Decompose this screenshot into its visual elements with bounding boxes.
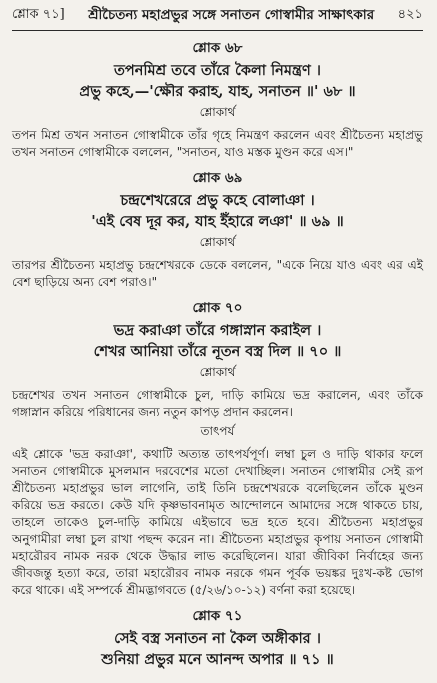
translation-text: তারপর শ্রীচৈতন্য মহাপ্রভু চন্দ্রশেখরকে ডেকে বললেন, "একে নিয়ে যাও এবং এর এই বেশ ছাড়িয়ে অন্য বেশ পরাও।" [12,258,423,289]
verse-number-69: শ্লোক ৬৯ [192,170,243,186]
verse-line: শেখর আনিয়া তাঁরে নূতন বস্ত্র দিল ॥ ৭০ ॥ [93,343,342,360]
verse-line: তপনমিশ্র তবে তাঁরে কৈলা নিমন্ত্রণ । [114,62,321,79]
verse-line: শুনিয়া প্রভুর মনে আনন্দ অপার ॥ ৭১ ॥ [101,651,334,668]
verse-number-70: শ্লোক ৭০ [192,300,243,316]
page-number: ৪২১ [397,6,423,22]
header-title: শ্রীচৈতন্য মহাপ্রভুর সঙ্গে সনাতন গোস্বামীর সাক্ষাৎকার [88,6,375,23]
verse-number-68: শ্লোক ৬৮ [192,40,243,56]
purport-text: এই শ্লোকে 'ভদ্র করাঞা', কথাটি অত্যন্ত তাৎপর্যপূর্ণ। লম্বা চুল ও দাড়ি থাকার ফলে সনাতন গোস্বামীকে মুসলমান দরবেশের মতো দেখাচ্ছিল। সনাতন গোস্বামীর সেই রূপ শ্রীচৈতন্য মহাপ্রভুর ভাল লাগেনি, তাই তিনি চন্দ্রশেখরকে বলেছিলেন তাঁকে মুণ্ডন করিয়ে ভদ্র করতে। কেউ যদি কৃষ্ণভাবনামৃত আন্দোলনে আমাদের সঙ্গে থাকতে চায়, তাহলে তাকেও চুল-দাড়ি কামিয়ে এইভাবে ভদ্র হতে হবে। শ্রীচৈতন্য মহাপ্রভুর অনুগামীরা লম্বা চুল রাখা পছন্দ করেন না। শ্রীচৈতন্য মহাপ্রভুর কৃপায় সনাতন গোস্বামী মহারৌরব নামক নরক থেকে উদ্ধার লাভ করেছিলেন। যারা জীবিকা নির্বাহের জন্য জীবজন্তু হত্যা করে, তারা মহারৌরব নামক নরকে গমন পূর্বক ভয়ঙ্কর দুঃখ-কষ্ট ভোগ করে থাকে। এই সম্পর্কে শ্রীমদ্ভাগবতে (৫/২৬/১০-১২) বর্ণনা করা হয়েছে। [12,447,423,597]
translation-label: শ্লোকার্থ [199,105,236,119]
verse-line: চন্দ্রশেখরেরে প্রভু কহে বোলাঞা । [120,192,315,209]
purport-label: তাৎপর্য [200,424,235,438]
verse-line: ভদ্র করাঞা তাঁরে গঙ্গাস্নান করাইল । [113,322,322,339]
verse-line: 'এই বেষ দূর কর, যাহ ইঁহারে লঞা' ॥ ৬৯ ॥ [91,213,344,230]
translation-text: তপন মিশ্র তখন সনাতন গোস্বামীকে তাঁর গৃহে নিমন্ত্রণ করলেন এবং শ্রীচৈতন্য মহাপ্রভু তখন সনাতন গোস্বামীকে বললেন, "সনাতন, যাও মস্তক মুণ্ডন করে এস।" [12,128,423,159]
verse-line: প্রভু কহে,—'ক্ষৌর করাহ, যাহ, সনাতন ॥' ৬৮ ॥ [79,83,356,100]
header-verse-ref: শ্লোক ৭১] [12,6,65,22]
running-header [12,0,423,31]
translation-label: শ্লোকার্থ [199,365,236,379]
verse-number-71: শ্লোক ৭১ [192,608,243,624]
translation-label: শ্লোকার্থ [199,235,236,249]
verse-line: সেই বস্ত্র সনাতন না কৈল অঙ্গীকার । [114,630,321,647]
translation-text: চন্দ্রশেখর তখন সনাতন গোস্বামীকে চুল, দাড়ি কামিয়ে ভদ্র করালেন, এবং তাঁকে গঙ্গাস্নান করিয়ে পরিধানের জন্য নতুন কাপড় প্রদান করলেন। [12,388,423,419]
